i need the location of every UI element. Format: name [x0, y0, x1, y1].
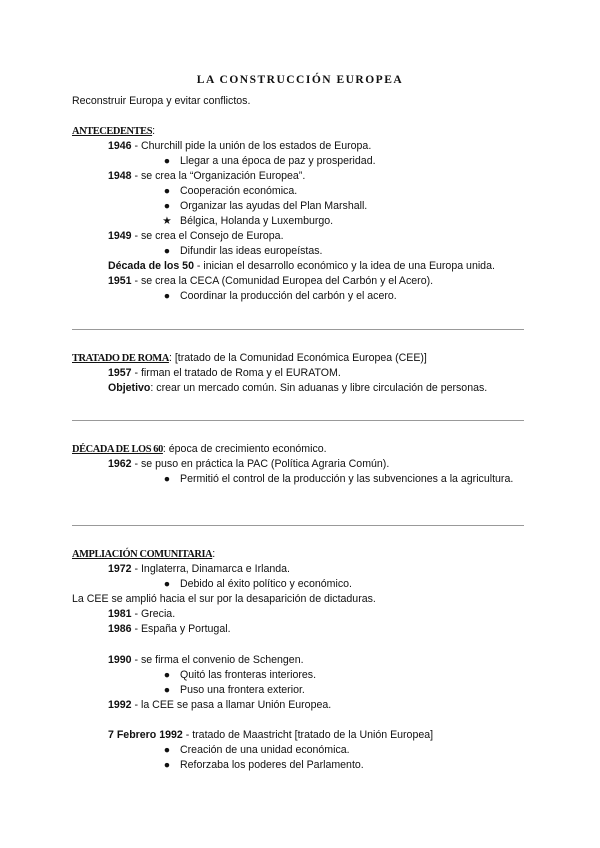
bullet-icon: ● — [163, 290, 171, 302]
list-item: Organizar las ayudas del Plan Marshall. — [180, 200, 368, 212]
entry-1981: 1981 - Grecia. — [108, 608, 176, 620]
entry-1962: 1962 - se puso en práctica la PAC (Política Agraria Común). — [108, 458, 390, 470]
list-item: Reforzaba los poderes del Parlamento. — [180, 759, 364, 771]
bullet-icon: ● — [163, 578, 171, 590]
star-icon: ★ — [162, 215, 172, 227]
bullet-icon: ● — [163, 200, 171, 212]
bullet-icon: ● — [163, 684, 171, 696]
entry-1990: 1990 - se firma el convenio de Schengen. — [108, 654, 304, 666]
list-item: Puso una frontera exterior. — [180, 684, 305, 696]
section-divider — [72, 329, 524, 330]
bullet-icon: ● — [163, 155, 171, 167]
entry-objetivo: Objetivo: crear un mercado común. Sin aduanas y libre circulación de personas. — [108, 382, 488, 394]
list-item: Llegar a una época de paz y prosperidad. — [180, 155, 376, 167]
entry-7-febrero-1992: 7 Febrero 1992 - tratado de Maastricht [tratado de la Unión Europea] — [108, 729, 434, 741]
list-item: Creación de una unidad económica. — [180, 744, 350, 756]
section-antecedentes: ANTECEDENTES: — [72, 125, 156, 137]
list-item: Coordinar la producción del carbón y el acero. — [180, 290, 397, 302]
section-divider — [72, 525, 524, 526]
entry-1972: 1972 - Inglaterra, Dinamarca e Irlanda. — [108, 563, 290, 575]
entry-1951: 1951 - se crea la CECA (Comunidad Europea del Carbón y el Acero). — [108, 275, 434, 287]
bullet-icon: ● — [163, 744, 171, 756]
entry-1949: 1949 - se crea el Consejo de Europa. — [108, 230, 284, 242]
bullet-icon: ● — [163, 759, 171, 771]
list-item: Permitió el control de la producción y las subvenciones a la agricultura. — [180, 473, 514, 485]
entry-decada-50: Década de los 50 - inician el desarrollo económico y la idea de una Europa unida. — [108, 260, 495, 272]
list-item: Cooperación económica. — [180, 185, 298, 197]
entry-1986: 1986 - España y Portugal. — [108, 623, 231, 635]
section-heading: TRATADO DE ROMA — [72, 353, 169, 364]
bullet-icon: ● — [163, 245, 171, 257]
bullet-icon: ● — [163, 185, 171, 197]
entry-1948: 1948 - se crea la “Organización Europea”. — [108, 170, 306, 182]
text-ampliacion-sur: La CEE se amplió hacia el sur por la desaparición de dictaduras. — [72, 593, 376, 605]
section-divider — [72, 420, 524, 421]
section-heading: AMPLIACIÓN COMUNITARIA — [72, 549, 213, 560]
section-tratado-roma: TRATADO DE ROMA: [tratado de la Comunidad Económica Europea (CEE)] — [72, 352, 427, 364]
list-item: Debido al éxito político y económico. — [180, 578, 352, 590]
bullet-icon: ● — [163, 669, 171, 681]
intro-text: Reconstruir Europa y evitar conflictos. — [72, 95, 251, 107]
section-decada-60: DÉCADA DE LOS 60: época de crecimiento económico. — [72, 443, 327, 455]
entry-1957: 1957 - firman el tratado de Roma y el EURATOM. — [108, 367, 341, 379]
list-item: Bélgica, Holanda y Luxemburgo. — [180, 215, 334, 227]
document-title: LA CONSTRUCCIÓN EUROPEA — [196, 74, 404, 86]
list-item: Difundir las ideas europeístas. — [180, 245, 323, 257]
bullet-icon: ● — [163, 473, 171, 485]
section-heading: ANTECEDENTES — [72, 126, 153, 137]
section-ampliacion: AMPLIACIÓN COMUNITARIA: — [72, 548, 216, 560]
list-item: Quitó las fronteras interiores. — [180, 669, 317, 681]
section-heading: DÉCADA DE LOS 60 — [72, 444, 163, 455]
entry-1946: 1946 - Churchill pide la unión de los estados de Europa. — [108, 140, 372, 152]
entry-1992: 1992 - la CEE se pasa a llamar Unión Europea. — [108, 699, 332, 711]
